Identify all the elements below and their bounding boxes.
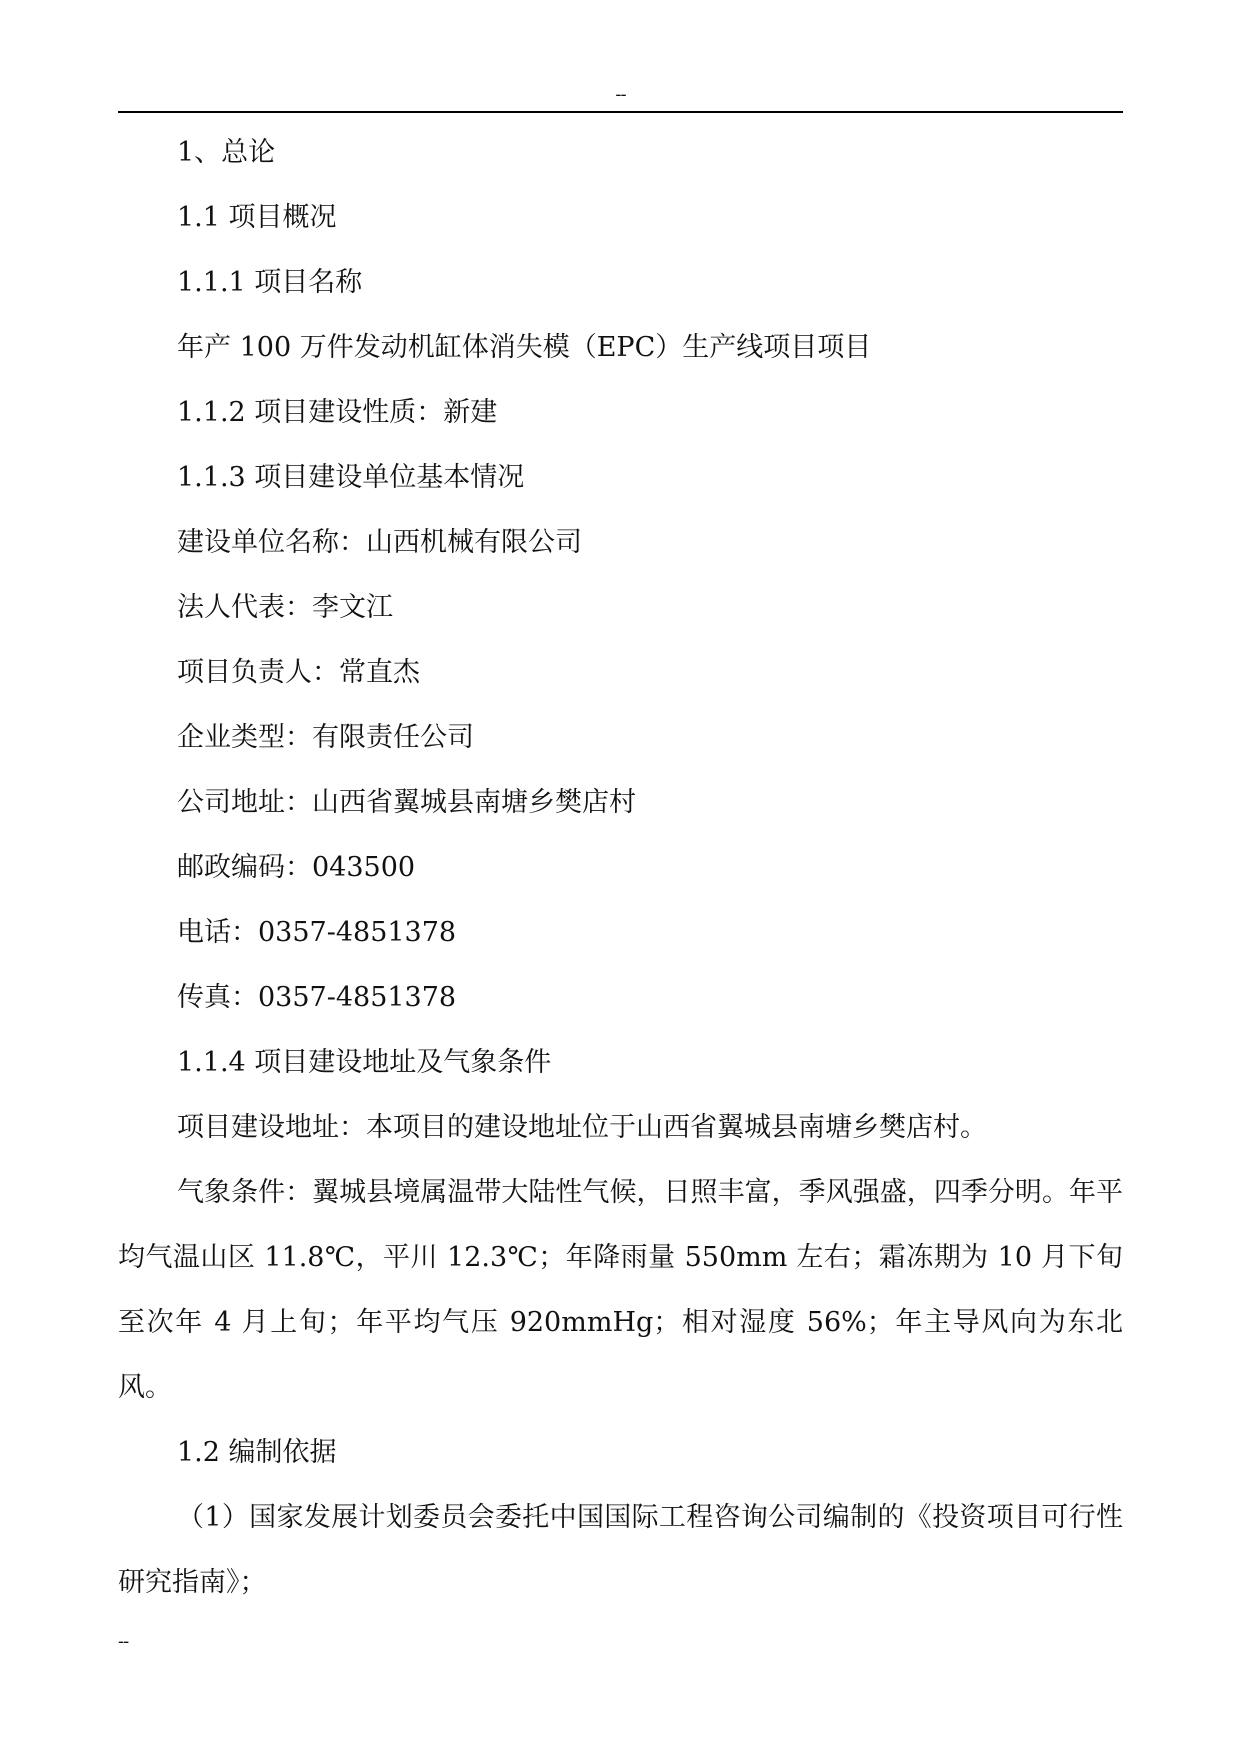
- project-leader: 项目负责人：常直杰: [177, 657, 420, 688]
- postal-code: 邮政编码：043500: [177, 852, 416, 883]
- subsection-heading: 1.1.3 项目建设单位基本情况: [177, 462, 525, 493]
- document-body: [118, 120, 1123, 1615]
- project-name: 年产 100 万件发动机缸体消失模（EPC）生产线项目项目: [177, 332, 872, 363]
- legal-representative: 法人代表：李文江: [177, 592, 393, 623]
- telephone: 电话：0357-4851378: [177, 917, 457, 948]
- construction-site: 项目建设地址：本项目的建设地址位于山西省翼城县南塘乡樊店村。: [177, 1112, 987, 1143]
- subsection-heading: 1.1.1 项目名称: [177, 267, 363, 298]
- basis-item: （1）国家发展计划委员会委托中国国际工程咨询公司编制的《投资项目可行性研究指南》；: [118, 1502, 1123, 1598]
- fax: 传真：0357-4851378: [177, 982, 457, 1013]
- section-heading: 1、总论: [177, 137, 276, 168]
- footer-mark: --: [118, 1631, 129, 1652]
- company-name: 建设单位名称：山西机械有限公司: [177, 527, 582, 558]
- header-mark: --: [615, 84, 626, 105]
- company-address: 公司地址：山西省翼城县南塘乡樊店村: [177, 787, 636, 818]
- project-nature: 1.1.2 项目建设性质：新建: [177, 397, 498, 428]
- enterprise-type: 企业类型：有限责任公司: [177, 722, 474, 753]
- subsection-heading: 1.1 项目概况: [177, 202, 337, 233]
- climate-conditions: 气象条件：翼城县境属温带大陆性气候，日照丰富，季风强盛，四季分明。年平均气温山区 11.8℃，平川 12.3℃；年降雨量 550mm 左右；霜冻期为 10 月下旬至次年 4 月上旬；年平均气压 920mmHg；相对湿度 56%；年主导风向为东北风。: [118, 1177, 1123, 1403]
- subsection-heading: 1.1.4 项目建设地址及气象条件: [177, 1047, 552, 1078]
- header-rule: [118, 111, 1123, 113]
- subsection-heading: 1.2 编制依据: [177, 1437, 337, 1468]
